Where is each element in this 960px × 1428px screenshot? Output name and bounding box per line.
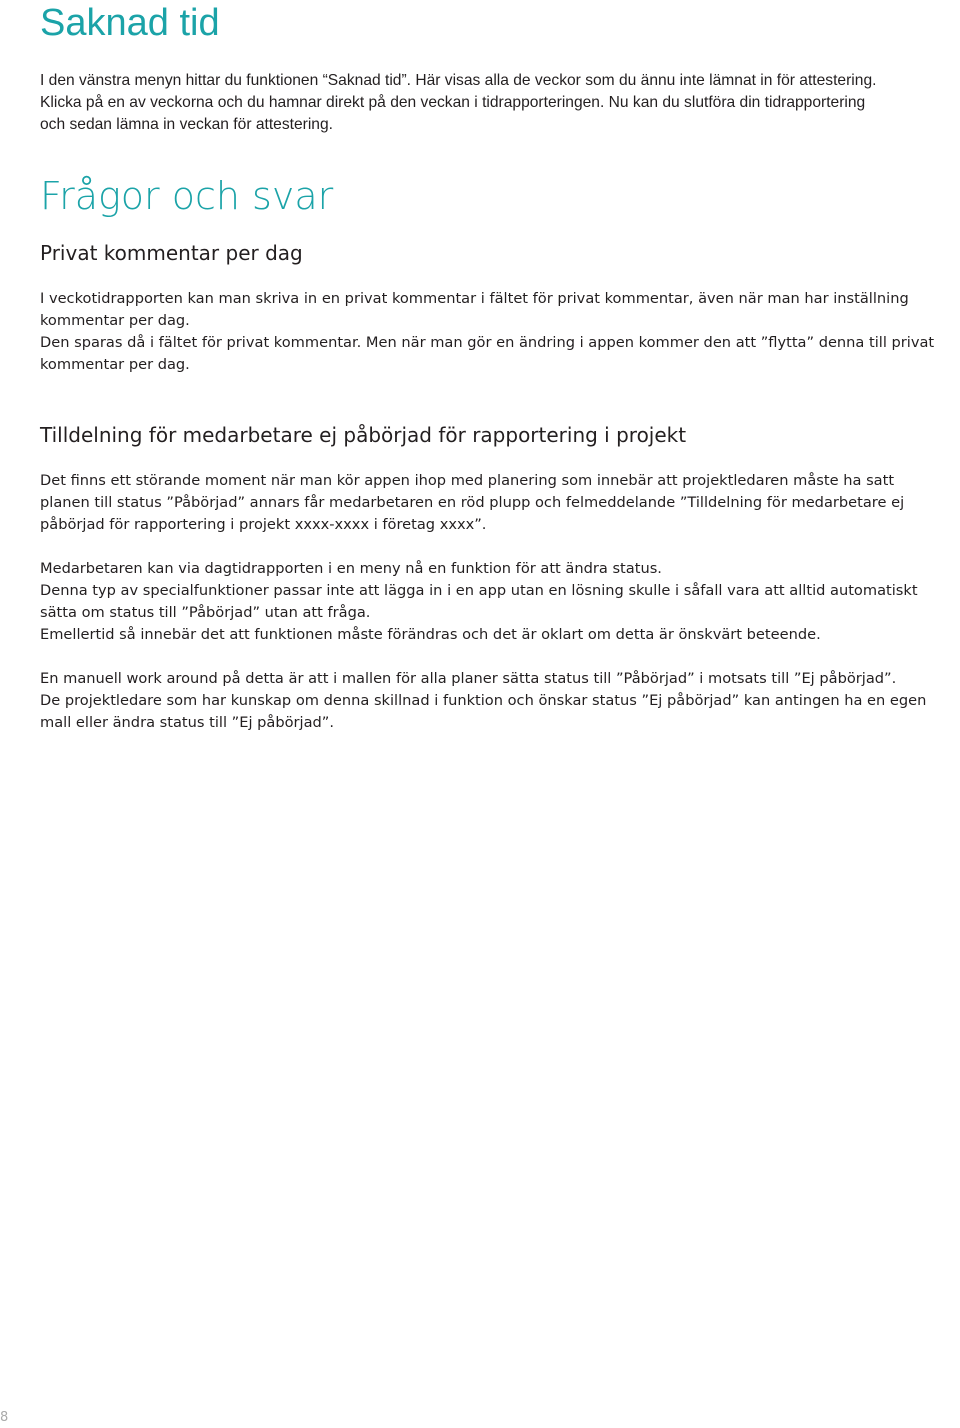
paragraph <box>40 288 958 332</box>
page-number: 8 <box>0 1410 9 1425</box>
section-title-fragor-och-svar: Frågor och svar <box>40 174 334 218</box>
text-line: mall eller ändra status till ”Ej påbörjad”. <box>40 714 334 731</box>
text-line: sätta om status till ”Påbörjad” utan att fråga. <box>40 604 371 621</box>
paragraph <box>40 668 958 734</box>
text-line: Emellertid så innebär det att funktionen måste förändras och det är oklart om detta är önskvärt beteende. <box>40 626 821 643</box>
text-line: I den vänstra menyn hittar du funktionen “Saknad tid”. Här visas alla de veckor som du ännu inte lämnat in för attestering. <box>40 72 877 89</box>
text-line: påbörjad för rapportering i projekt xxxx-xxxx i företag xxxx”. <box>40 516 487 533</box>
text-line: planen till status ”Påbörjad” annars får medarbetaren en röd plupp och felmeddelande ”Tilldelning för medarbetare ej <box>40 494 905 511</box>
paragraph <box>40 470 958 536</box>
section-title-saknad-tid: Saknad tid <box>40 2 220 44</box>
intro-paragraph <box>40 70 958 136</box>
text-line: kommentar per dag. <box>40 356 190 373</box>
text-line: Det finns ett störande moment när man kör appen ihop med planering som innebär att projektledaren måste ha satt <box>40 472 895 489</box>
text-line: Den sparas då i fältet för privat kommentar. Men när man gör en ändring i appen kommer den att ”flytta” denna till privat <box>40 334 935 351</box>
text-line: En manuell work around på detta är att i mallen för alla planer sätta status till ”Påbörjad” i motsats till ”Ej påbörjad”. <box>40 670 897 687</box>
text-line: I veckotidrapporten kan man skriva in en privat kommentar i fältet för privat kommentar, även när man har inställning <box>40 290 909 307</box>
paragraph <box>40 332 958 376</box>
text-line: kommentar per dag. <box>40 312 190 329</box>
text-line: Denna typ av specialfunktioner passar inte att lägga in i en app utan en lösning skulle i såfall vara att alltid automatiskt <box>40 582 918 599</box>
subheading-privat-kommentar: Privat kommentar per dag <box>40 241 303 265</box>
text-line: Klicka på en av veckorna och du hamnar direkt på den veckan i tidrapporteringen. Nu kan du slutföra din tidrapportering <box>40 94 866 111</box>
text-line: Medarbetaren kan via dagtidrapporten i en meny nå en funktion för att ändra status. <box>40 560 662 577</box>
text-line: och sedan lämna in veckan för attestering. <box>40 116 333 133</box>
paragraph <box>40 558 958 646</box>
text-line: De projektledare som har kunskap om denna skillnad i funktion och önskar status ”Ej påbörjad” kan antingen ha en egen <box>40 692 927 709</box>
subheading-tilldelning: Tilldelning för medarbetare ej påbörjad för rapportering i projekt <box>40 423 687 447</box>
